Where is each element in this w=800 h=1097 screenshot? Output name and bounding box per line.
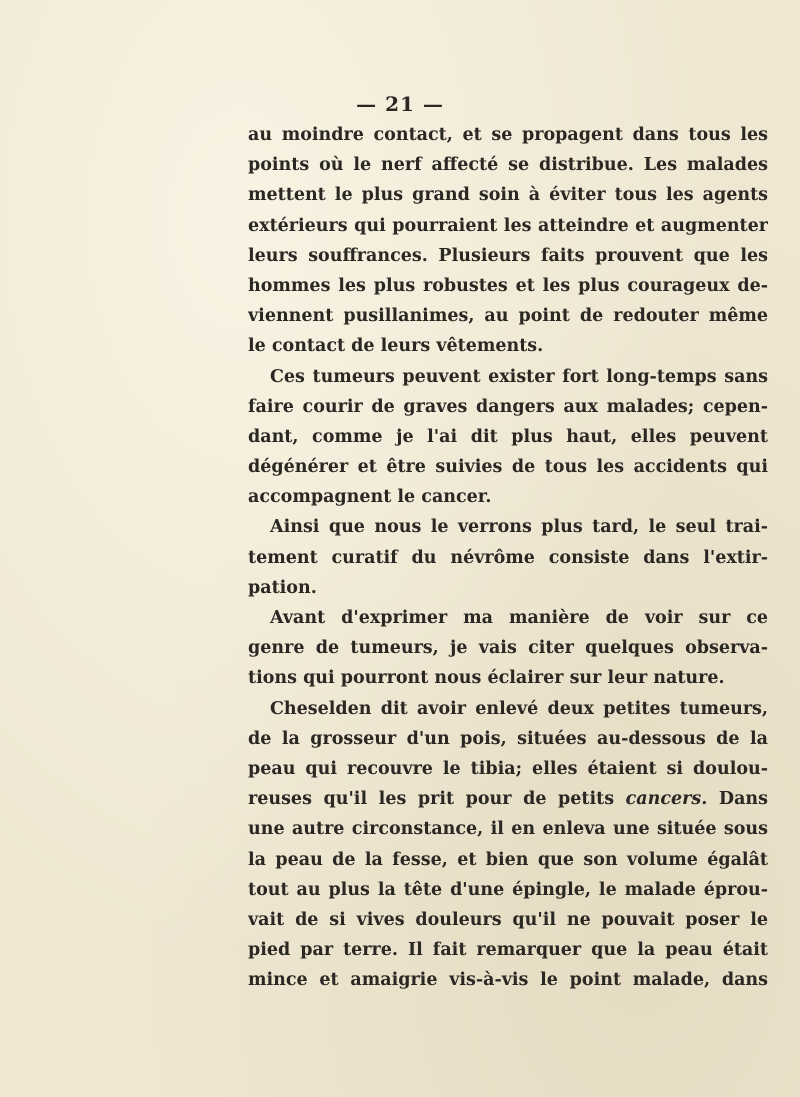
text-line: mettent le plus grand soin à éviter tous les agents: [248, 185, 768, 206]
body-text: [248, 120, 768, 995]
text-line: Ces tumeurs peuvent exister fort long-temps sans: [270, 366, 768, 387]
text-line: leurs souffrances. Plusieurs faits prouvent que les: [248, 245, 768, 266]
text-line: mince et amaigrie vis-à-vis le point malade, dans: [248, 970, 768, 991]
text-line: genre de tumeurs, je vais citer quelques observa-: [248, 638, 768, 659]
text-line: Avant d'exprimer ma manière de voir sur ce: [270, 608, 768, 628]
text-line: vait de si vives douleurs qu'il ne pouvait poser le: [248, 909, 768, 930]
text-line: tout au plus la tête d'une épingle, le malade éprou-: [248, 879, 768, 900]
text-line: peau qui recouvre le tibia; elles étaient si doulou-: [248, 758, 768, 779]
text-line: pation.: [248, 577, 317, 598]
text-line: de la grosseur d'un pois, situées au-dessous de la: [248, 728, 768, 749]
text-line: le contact de leurs vêtements.: [248, 336, 544, 357]
text-line: tement curatif du névrôme consiste dans l'extir-: [248, 547, 768, 568]
text-line: accompagnent le cancer.: [248, 487, 492, 508]
text-line: tions qui pourront nous éclairer sur leur nature.: [248, 668, 725, 689]
text-line: au moindre contact, et se propagent dans tous les: [248, 125, 768, 145]
italic-segment: cancers.: [625, 789, 708, 810]
text-line: faire courir de graves dangers aux malades; cepen-: [248, 396, 768, 417]
text-line: dant, comme je l'ai dit plus haut, elles peuvent: [248, 426, 768, 447]
text-segment: reuses qu'il les prit pour de petits: [248, 789, 615, 810]
text-line: Cheselden dit avoir enlevé deux petites tumeurs,: [270, 698, 768, 719]
text-segment: Dans: [707, 789, 768, 810]
text-line: pied par terre. Il fait remarquer que la peau était: [248, 940, 768, 961]
page-number: — 21 —: [356, 92, 444, 116]
text-line: Ainsi que nous le verrons plus tard, le seul trai-: [270, 517, 768, 538]
text-line: une autre circonstance, il en enleva une située sous: [248, 819, 768, 840]
text-line: dégénérer et être suivies de tous les accidents qui: [248, 457, 768, 478]
text-line: [248, 784, 768, 814]
text-line: extérieurs qui pourraient les atteindre et augmenter: [248, 215, 768, 236]
text-line: hommes les plus robustes et les plus courageux de-: [248, 275, 768, 296]
text-line: viennent pusillanimes, au point de redouter même: [248, 306, 768, 327]
text-line: la peau de la fesse, et bien que son volume égalât: [248, 849, 768, 870]
text-line: points où le nerf affecté se distribue. Les malades: [248, 155, 768, 176]
